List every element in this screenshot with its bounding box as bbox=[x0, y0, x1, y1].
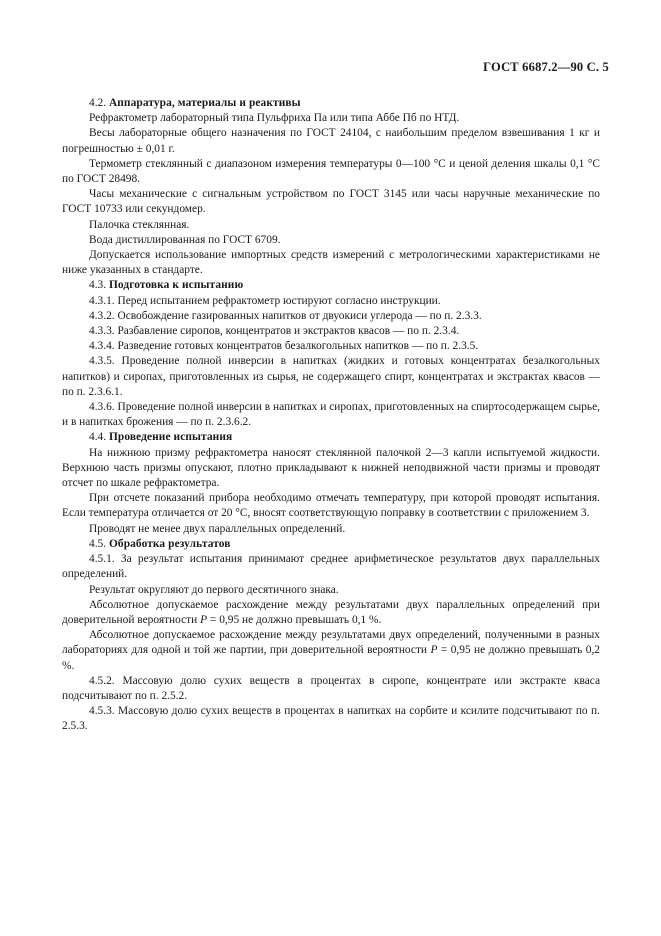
paragraph: Вода дистиллированная по ГОСТ 6709. bbox=[89, 233, 281, 246]
paragraph: Весы лабораторные общего назначения по ГОСТ 24104, с наибольшим пределом взвешивания 1 кг и погрешностью ± 0,01 г. bbox=[62, 127, 600, 155]
section-title: Обработка результатов bbox=[108, 537, 231, 550]
section-heading bbox=[62, 537, 600, 552]
section-heading bbox=[62, 430, 600, 445]
section-number: 4.5. bbox=[89, 537, 109, 550]
paragraph: Термометр стеклянный с диапазоном измерения температуры 0—100 °С и ценой деления шкалы 0,1 °С по ГОСТ 28498. bbox=[62, 157, 600, 186]
paragraph: 4.5.1. За результат испытания принимают среднее арифметическое результатов двух параллельных определений. bbox=[62, 553, 600, 581]
paragraph: Допускается использование импортных средств измерений с метрологическими характеристиками не ниже указанных в стандарте. bbox=[62, 249, 600, 277]
paragraph: 4.3.4. Разведение готовых концентратов безалкогольных напитков — по п. 2.3.5. bbox=[89, 340, 479, 353]
section-number: 4.4. bbox=[89, 431, 109, 444]
paragraph: 4.3.5. Проведение полной инверсии в напитках (жидких и готовых концентратах безалкогольных напитков) и сиропах, приготовленных из сырья, не содержащего спирт, концентратах и экстрактах квасов — по п. 2.3.6.1. bbox=[62, 355, 600, 398]
section-title: Аппаратура, материалы и реактивы bbox=[108, 97, 301, 109]
page-header: ГОСТ 6687.2—90 С. 5 bbox=[483, 60, 609, 74]
paragraph: 4.5.2. Массовую долю сухих веществ в процентах в сиропе, концентрате или экстракте кваса подсчитывают по п. 2.5.2. bbox=[62, 674, 600, 702]
section-title: Проведение испытания bbox=[108, 431, 233, 444]
paragraph: Часы механические с сигнальным устройством по ГОСТ 3145 или часы наручные механические по ГОСТ 10733 или секундомер. bbox=[62, 188, 600, 216]
paragraph: 4.5.3. Массовую долю сухих веществ в процентах в напитках на сорбите и ксилите подсчитывают по п. 2.5.3. bbox=[62, 705, 600, 733]
paragraph: 4.3.2. Освобождение газированных напитков от двуокиси углерода — по п. 2.3.3. bbox=[89, 309, 482, 322]
paragraph: Палочка стеклянная. bbox=[89, 218, 190, 231]
document-body bbox=[62, 96, 600, 735]
paragraph: 4.3.3. Разбавление сиропов, концентратов и экстрактов квасов — по п. 2.3.4. bbox=[89, 325, 460, 338]
paragraph: Рефрактометр лабораторный типа Пульфриха Па или типа Аббе Пб по НТД. bbox=[89, 112, 460, 125]
paragraph: Абсолютное допускаемое расхождение между результатами двух параллельных определений при доверительной вероятности P = 0,95 не должно превышать 0,1 %. bbox=[62, 598, 600, 626]
paragraph: Абсолютное допускаемое расхождение между результатами двух определений, полученными в разных лабораториях для одной и той же партии, при доверительной вероятности P = 0,95 не должно превышать 0,2 %. bbox=[62, 629, 600, 672]
section-number: 4.3. bbox=[89, 279, 109, 292]
section-title: Подготовка к испытанию bbox=[108, 279, 244, 292]
paragraph: 4.3.1. Перед испытанием рефрактометр юстируют согласно инструкции. bbox=[89, 294, 441, 307]
paragraph: 4.3.6. Проведение полной инверсии в напитках и сиропах, приготовленных на спиртосодержащем сырье, и в напитках брожения — по п. 2.3.6.2. bbox=[62, 401, 600, 429]
paragraph: Результат округляют до первого десятичного знака. bbox=[89, 583, 339, 596]
paragraph: На нижнюю призму рефрактометра наносят стеклянной палочкой 2—3 капли испытуемой жидкости. Верхнюю часть призмы опускают, плотно прикладывают к нижней неподвижной части призмы и проводят отсчет по шкале рефрактометра. bbox=[62, 446, 600, 490]
section-heading bbox=[62, 96, 600, 111]
section-number: 4.2. bbox=[89, 97, 109, 109]
paragraph: При отсчете показаний прибора необходимо отмечать температуру, при которой проводят испытания. Если температура отличается от 20 °С, вносят соответствующую поправку в соответствии с приложением 3. bbox=[62, 492, 600, 520]
paragraph: Проводят не менее двух параллельных определений. bbox=[89, 522, 346, 535]
section-heading bbox=[62, 278, 600, 293]
